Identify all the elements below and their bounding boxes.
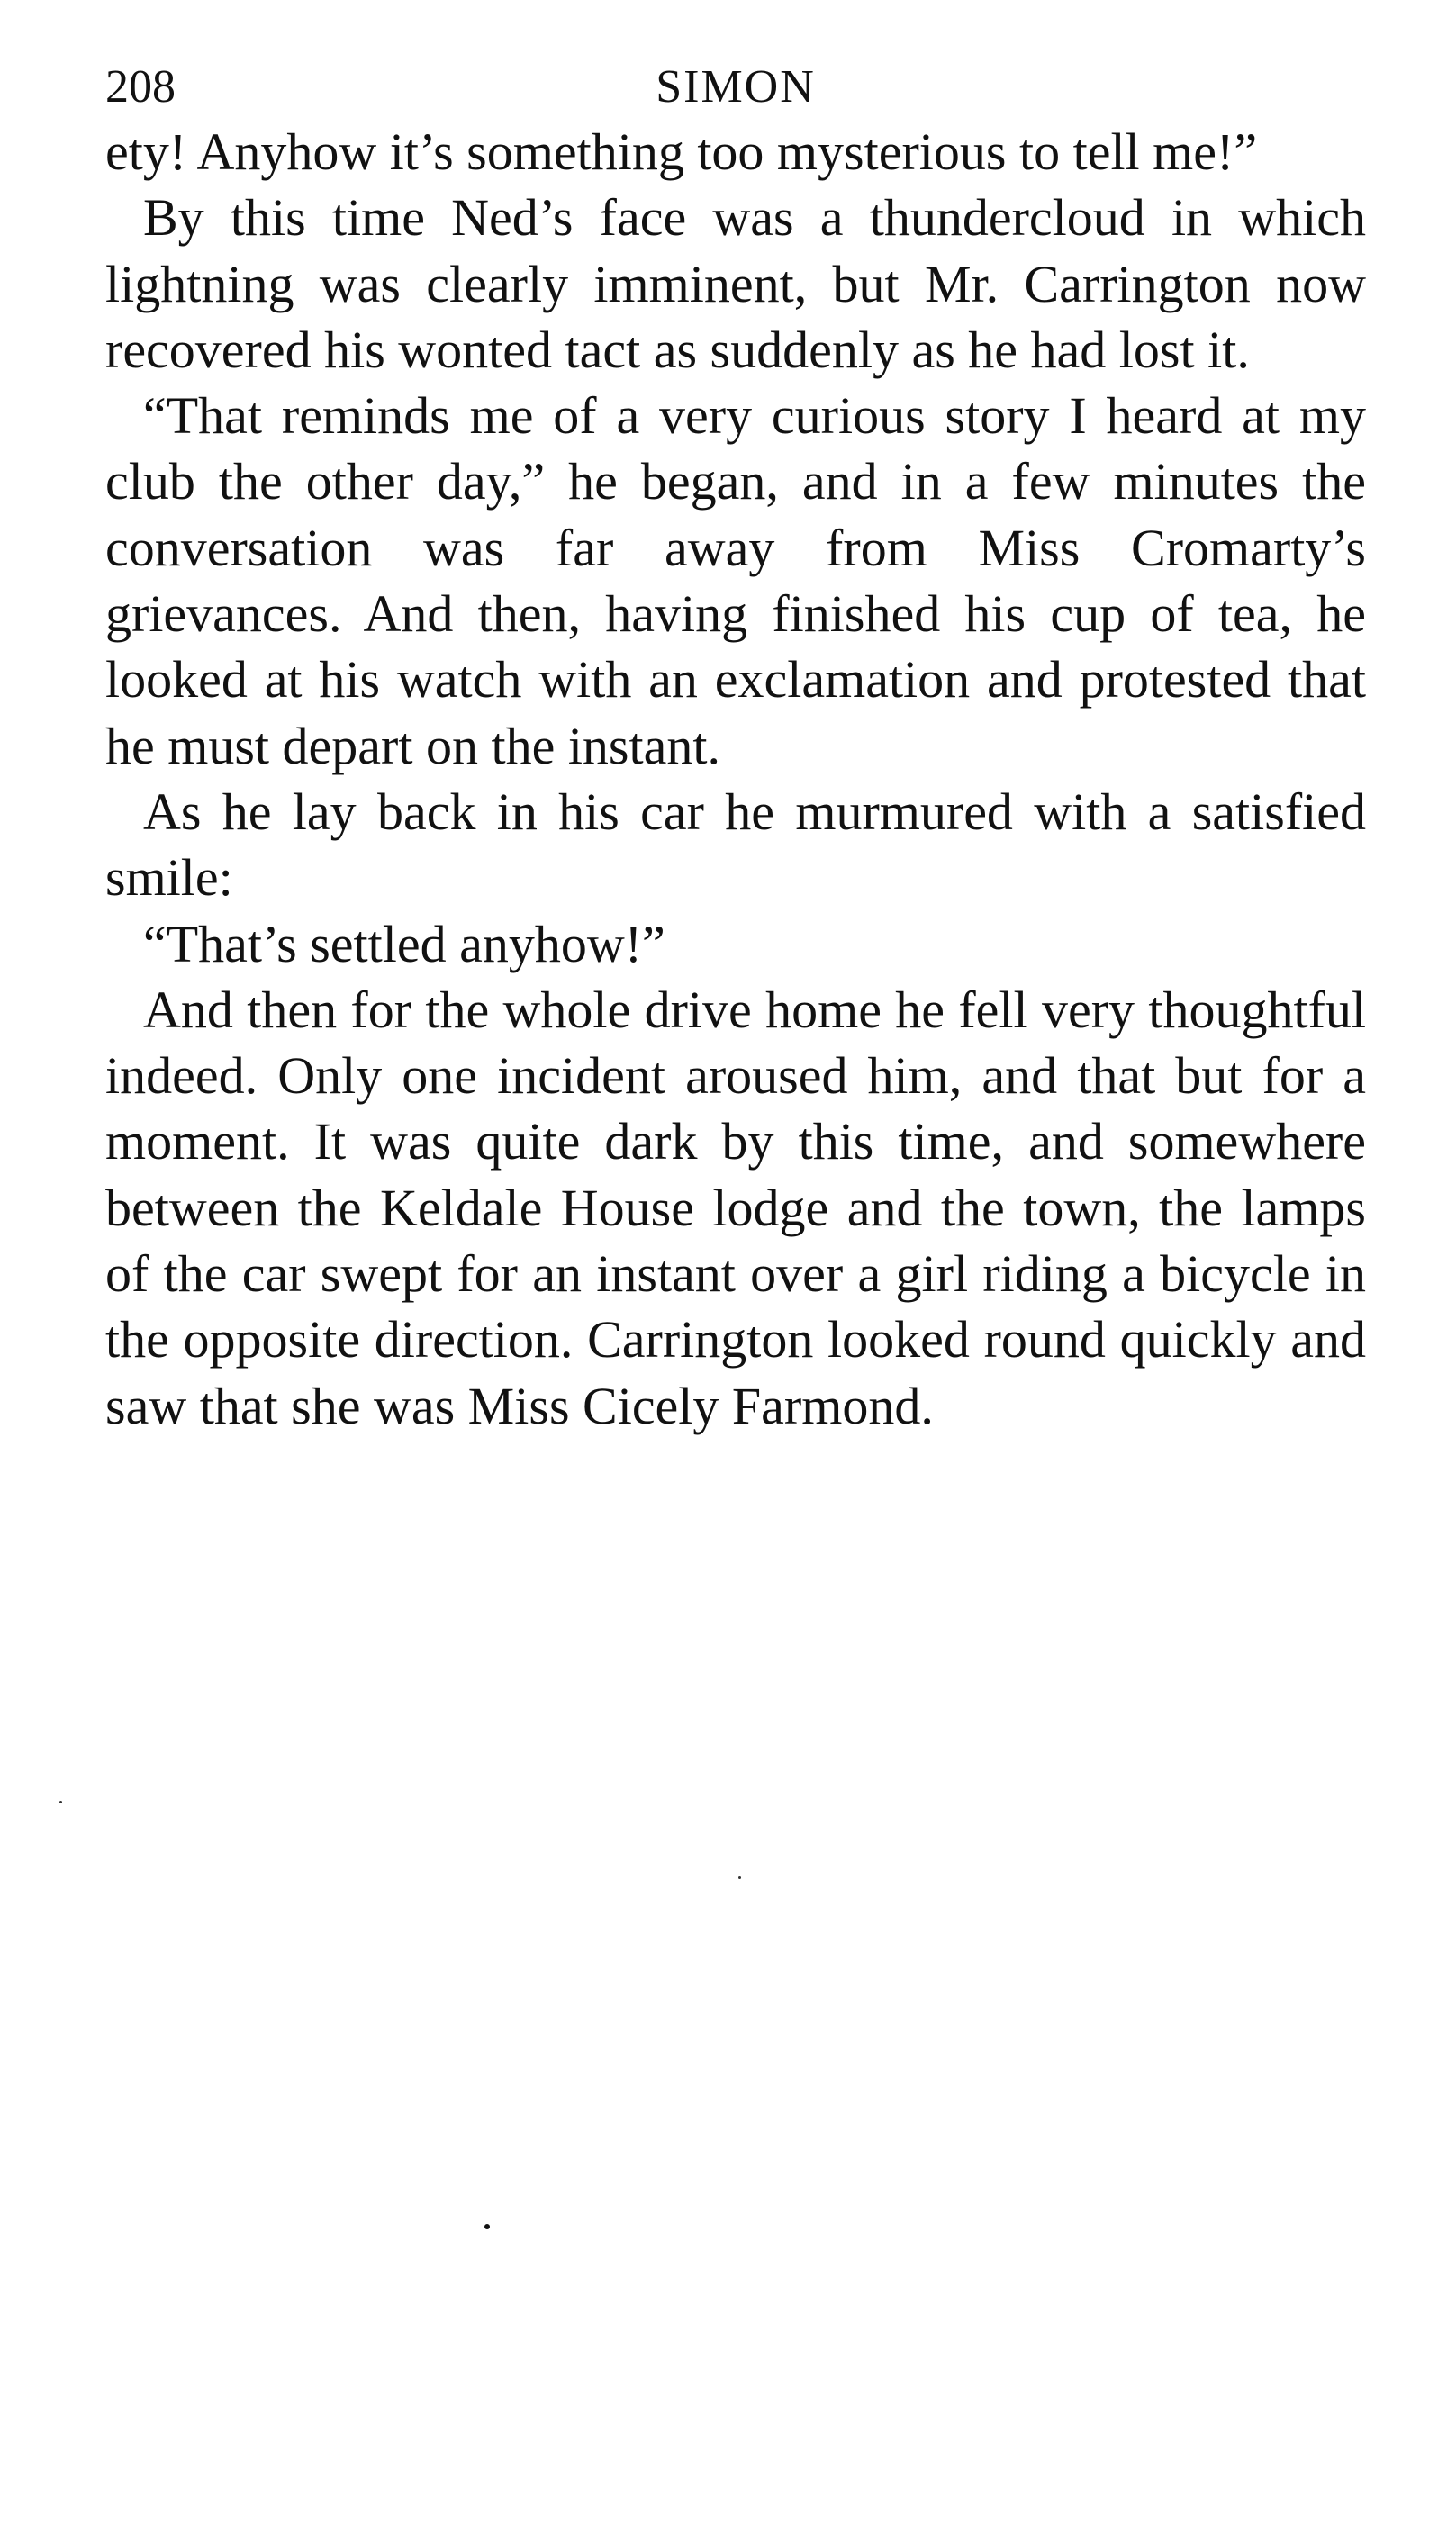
scan-speck (59, 1801, 62, 1803)
paragraph: “That’s settled anyhow!” (143, 914, 665, 973)
scan-speck (484, 2224, 490, 2229)
body-text (105, 119, 1366, 1439)
scan-speck (738, 1876, 741, 1879)
book-page (105, 56, 1366, 1439)
paragraph: As he lay back in his car he murmured with a satisfied smile: (105, 782, 1366, 908)
running-title: SIMON (656, 61, 816, 113)
paragraph: And then for the whole drive home he fell very thoughtful indeed. Only one incident aroused him, and that but for a moment. It was quite dark by this time, and somewhere between the Keldale House lodge and the town, the lamps of the car swept for an instant over a girl riding a bicycle in the opposite direction. Carrington looked round quickly and saw that she was Miss Cicely Farmond. (105, 980, 1366, 1435)
paragraph: By this time Ned’s face was a thundercloud in which lightning was clearly imminent, but Mr. Carrington now recovered his wonted tact as suddenly as he had lost it. (105, 188, 1366, 379)
paragraph-continuation: ety! Anyhow it’s something too mysterious to tell me!” (105, 122, 1258, 181)
paragraph: “That reminds me of a very curious story I heard at my club the other day,” he began, and in a few minutes the conversation was far away from Miss Cromarty’s grievances. And then, having finished his cup of tea, he looked at his watch with an exclamation and protested that he must depart on the instant. (105, 386, 1366, 775)
running-head (105, 56, 1366, 119)
page-number: 208 (105, 61, 176, 113)
